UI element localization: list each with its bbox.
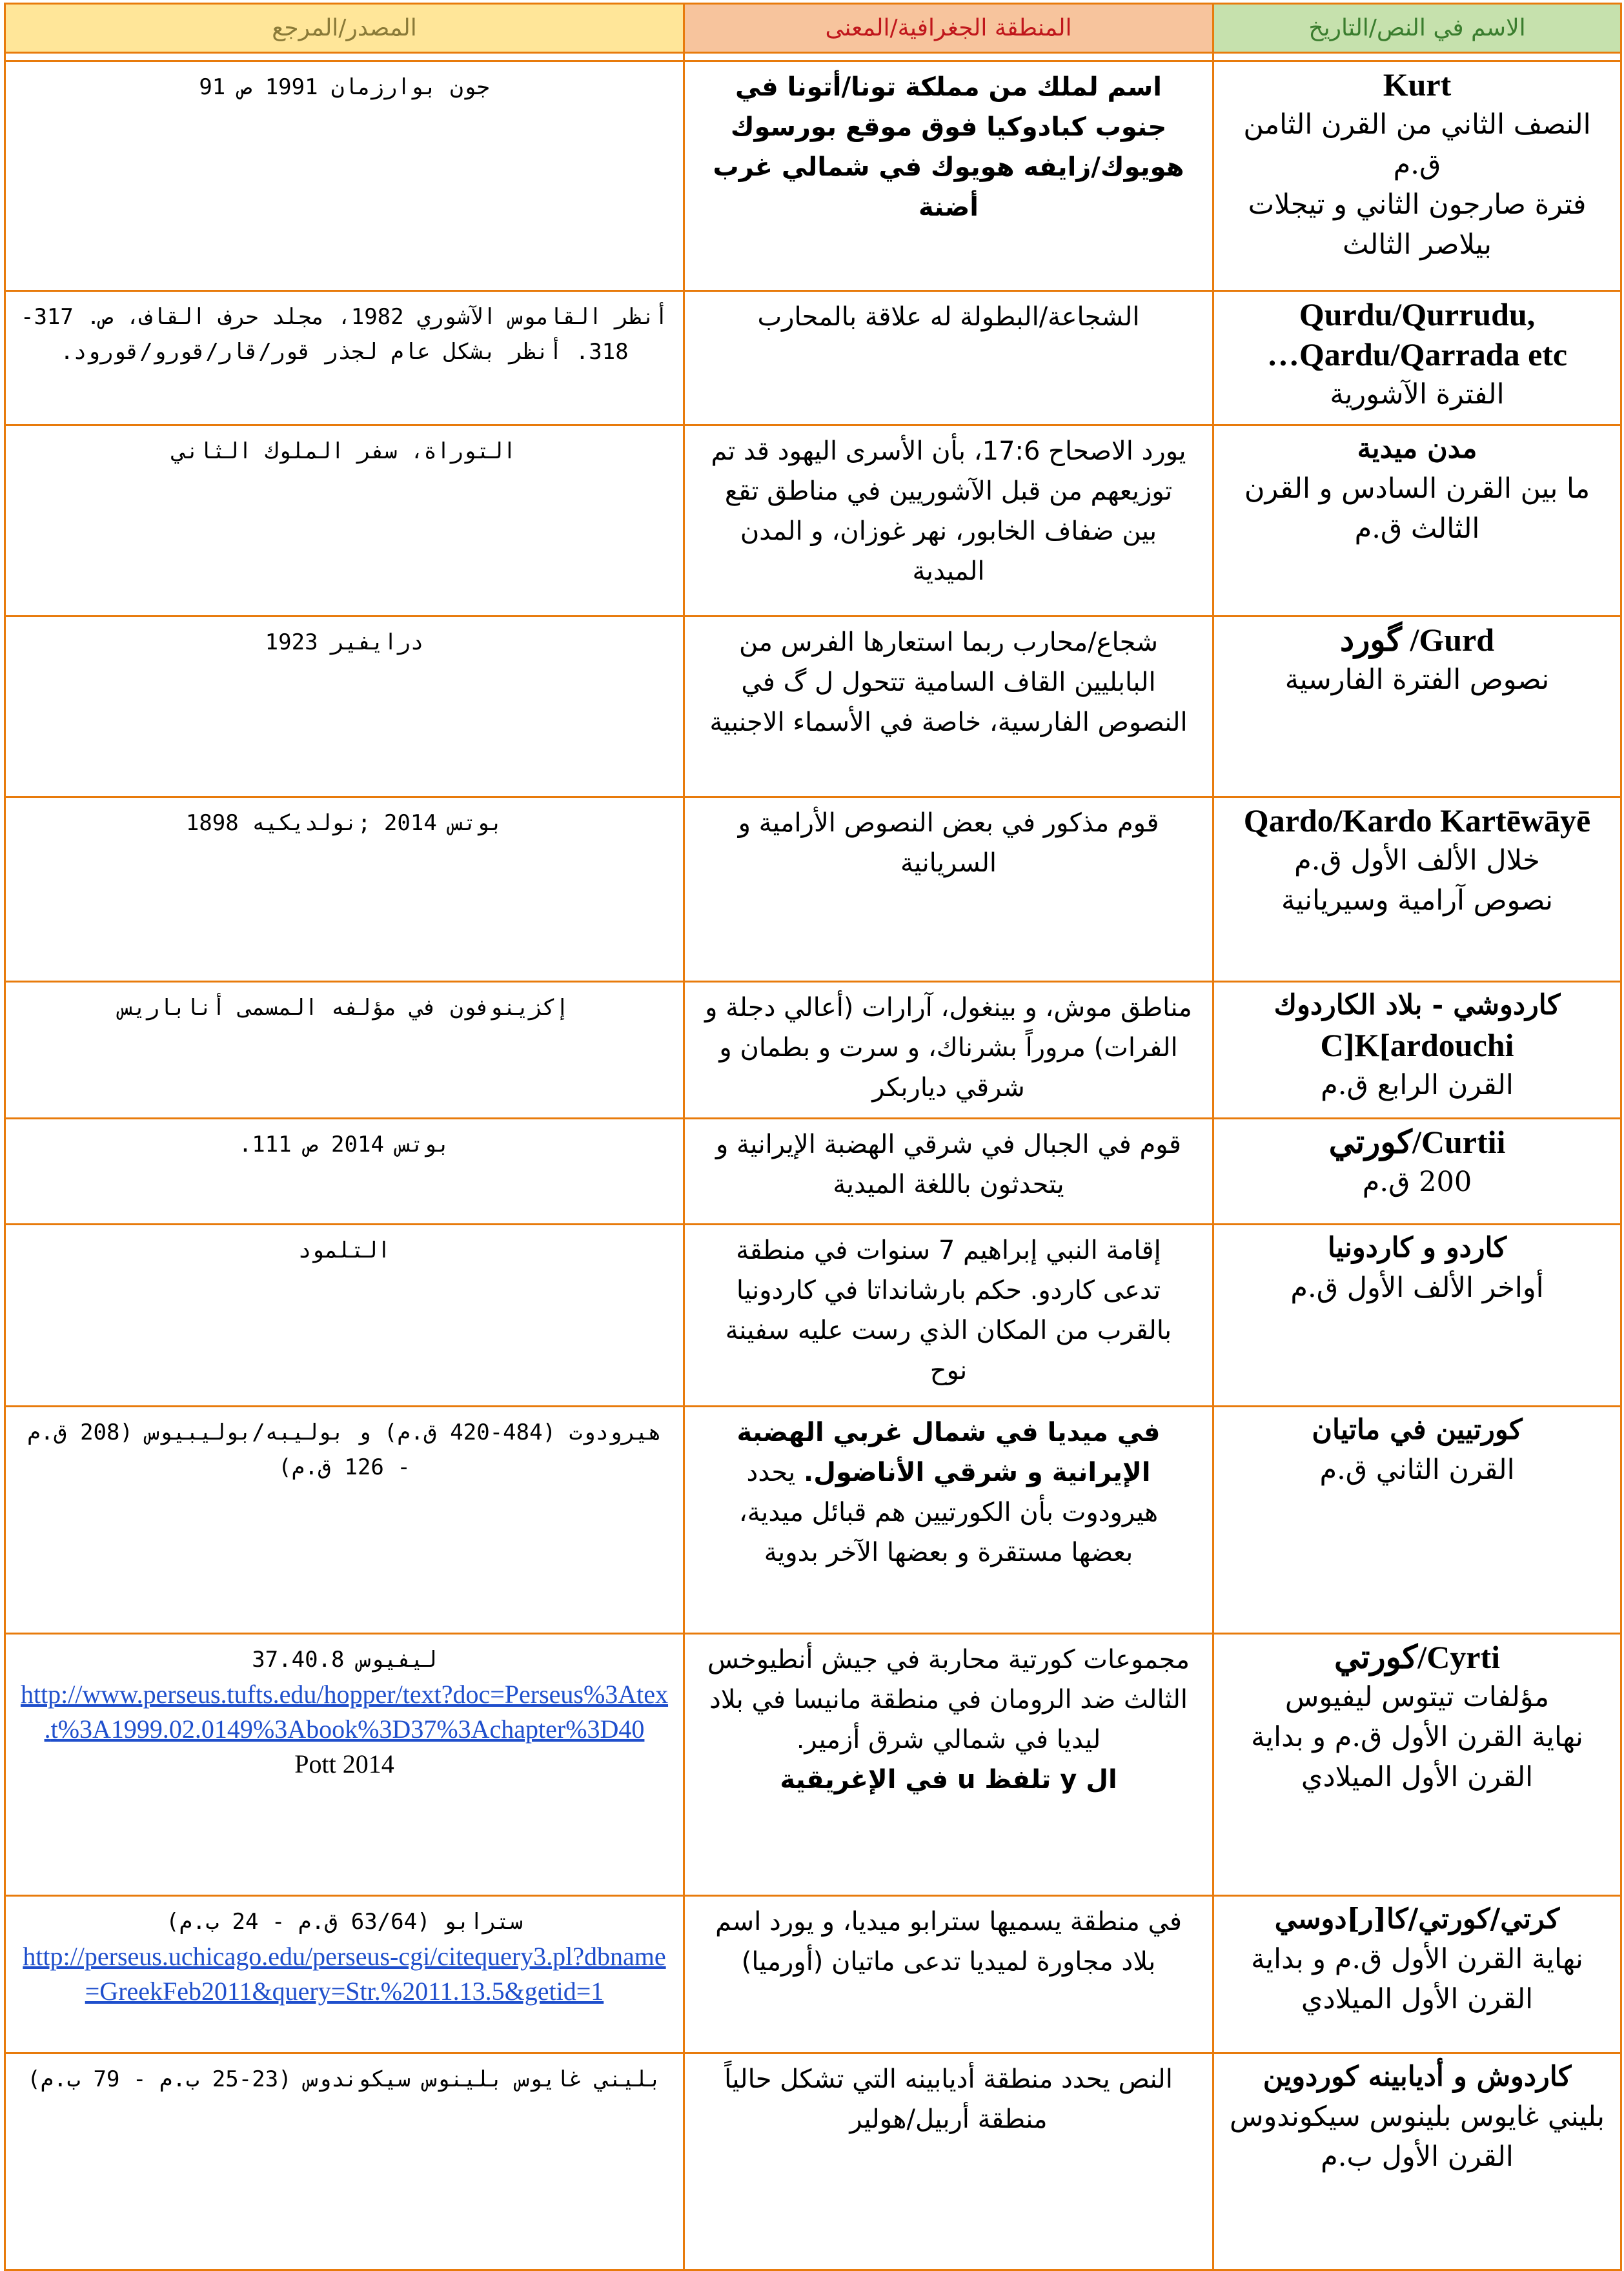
header-source: المصدر/المرجع	[5, 4, 684, 53]
table-row	[5, 425, 1621, 616]
source-cell: بليني غايوس بلينوس سيكوندوس (23-25 ب.م - 79 ب.م)	[5, 2053, 684, 2270]
reference-table	[4, 3, 1622, 2271]
table-row	[5, 291, 1621, 425]
region-cell: قوم في الجبال في شرقي الهضبة الإيرانية و يتحدثون باللغة الميدية	[684, 1119, 1213, 1225]
name-cell: Qurdu/Qurrudu, Qardu/Qarrada etc… الفترة الآشورية	[1213, 291, 1621, 425]
name-cell: Kurt النصف الثاني من القرن الثامن ق.م فترة صارجون الثاني و تيجلات بيلاصر الثالث	[1213, 61, 1621, 291]
name-cell: Gurd/ گورد نصوص الفترة الفارسية	[1213, 616, 1621, 797]
header-name: الاسم في النص/التاريخ	[1213, 4, 1621, 53]
table-row	[5, 2053, 1621, 2270]
source-cell: جون بوارزمان 1991 ص 91	[5, 61, 684, 291]
table-row	[5, 61, 1621, 291]
region-cell: في منطقة يسميها سترابو ميديا، و يورد اسم بلاد مجاورة لميديا تدعى ماتيان (أورميا)	[684, 1896, 1213, 2053]
region-cell: إقامة النبي إبراهيم 7 سنوات في منطقة تدعى كاردو. حكم بارشانداتا في كاردونيا بالقرب من المكان الذي رست عليه سفينة نوح	[684, 1225, 1213, 1407]
region-cell: مناطق موش، و بينغول، آرارات (أعالي دجلة و الفرات) مروراً بشرناك، و سرت و بطمان و شرقي دياربكر	[684, 982, 1213, 1119]
table-row	[5, 1119, 1621, 1225]
region-cell: في ميديا في شمال غربي الهضبة الإيرانية و شرقي الأناضول. يحدد هيرودوت بأن الكورتيين هم قبائل ميدية، بعضها مستقرة و بعضها الآخر بدوية	[684, 1407, 1213, 1634]
header-region: المنطقة الجغرافية/المعنى	[684, 4, 1213, 53]
source-cell: ليفيوس 37.40.8 http://www.perseus.tufts.edu/hopper/text?doc=Perseus%3Atext%3A1999.02.0149%3Abook%3D37%3Achapter%3D40. Pott 2014	[5, 1634, 684, 1896]
name-cell: Curtii/كورتي 200 ق.م	[1213, 1119, 1621, 1225]
source-cell: درايفير 1923	[5, 616, 684, 797]
perseus-uchicago-link[interactable]: http://perseus.uchicago.edu/perseus-cgi/citequery3.pl?dbname=GreekFeb2011&query=Str.%2011.13.5&getid=1	[23, 1942, 666, 2006]
table-row	[5, 616, 1621, 797]
source-cell: بوتس 2014 ;نولديكيه 1898	[5, 797, 684, 982]
region-cell: شجاع/محارب ربما استعارها الفرس من البابليين القاف السامية تتحول ل گ في النصوص الفارسية، خاصة في الأسماء الاجنبية	[684, 616, 1213, 797]
header-row	[5, 4, 1621, 53]
name-cell: كاردوش و أديابينه كوردوين بليني غايوس بلينوس سيكوندوس القرن الأول ب.م	[1213, 2053, 1621, 2270]
region-cell: اسم لملك من مملكة تونا/أتونا في جنوب كبادوكيا فوق موقع بورسوك هويوك/زايفه هويوك في شمالي غرب أضنة	[684, 61, 1213, 291]
name-cell: كاردوشي - بلاد الكاردوك C]K[ardouchi القرن الرابع ق.م	[1213, 982, 1621, 1119]
region-cell: يورد الاصحاح 17:6، بأن الأسرى اليهود قد تم توزيعهم من قبل الآشوريين في مناطق تقع بين ضفاف الخابور، نهر غوزان، و المدن الميدية	[684, 425, 1213, 616]
table-row	[5, 982, 1621, 1119]
table-row	[5, 1225, 1621, 1407]
name-cell: كورتيين في ماتيان القرن الثاني ق.م	[1213, 1407, 1621, 1634]
table-row	[5, 1407, 1621, 1634]
name-cell: Qardo/Kardo Kartēwāyē خلال الألف الأول ق.م نصوص آرامية وسيريانية	[1213, 797, 1621, 982]
region-cell: الشجاعة/البطولة له علاقة بالمحارب	[684, 291, 1213, 425]
name-cell: كرتي/كورتي/كا[ر]دوسي نهاية القرن الأول ق.م و بداية القرن الأول الميلادي	[1213, 1896, 1621, 2053]
source-cell: التلمود	[5, 1225, 684, 1407]
source-cell: سترابو (63/64 ق.م - 24 ب.م) http://perseus.uchicago.edu/perseus-cgi/citequery3.pl?dbname=GreekFeb2011&query=Str.%2011.13.5&getid=1	[5, 1896, 684, 2053]
source-cell: بوتس 2014 ص 111.	[5, 1119, 684, 1225]
region-cell: مجموعات كورتية محاربة في جيش أنطيوخس الثالث ضد الرومان في منطقة مانيسا في بلاد ليديا في شمالي شرق أزمير. ال y تلفظ u في الإغريقية	[684, 1634, 1213, 1896]
name-cell: Cyrti/كورتي مؤلفات تيتوس ليفيوس نهاية القرن الأول ق.م و بداية القرن الأول الميلادي	[1213, 1634, 1621, 1896]
region-cell: قوم مذكور في بعض النصوص الأرامية و السريانية	[684, 797, 1213, 982]
table-row	[5, 1896, 1621, 2053]
name-cell: كاردو و كاردونيا أواخر الألف الأول ق.م	[1213, 1225, 1621, 1407]
source-cell: هيرودوت (484-420 ق.م) و بوليبه/بوليبيوس (208 ق.م - 126 ق.م)	[5, 1407, 684, 1634]
source-cell: إكزينوفون في مؤلفه المسمى أناباريس	[5, 982, 684, 1119]
source-cell: أنظر القاموس الآشوري 1982، مجلد حرف القاف، ص. 317-318. أنظر بشكل عام لجذر قور/قار/قورو/قورود.	[5, 291, 684, 425]
source-cell: التوراة، سفر الملوك الثاني	[5, 425, 684, 616]
table-row	[5, 1634, 1621, 1896]
perseus-tufts-link[interactable]: http://www.perseus.tufts.edu/hopper/text?doc=Perseus%3Atext%3A1999.02.0149%3Abook%3D37%3Achapter%3D40.	[20, 1680, 669, 1744]
name-cell: مدن ميدية ما بين القرن السادس و القرن الثالث ق.م	[1213, 425, 1621, 616]
region-cell: النص يحدد منطقة أديابينه التي تشكل حالياً منطقة أربيل/هولير	[684, 2053, 1213, 2270]
table-row	[5, 797, 1621, 982]
